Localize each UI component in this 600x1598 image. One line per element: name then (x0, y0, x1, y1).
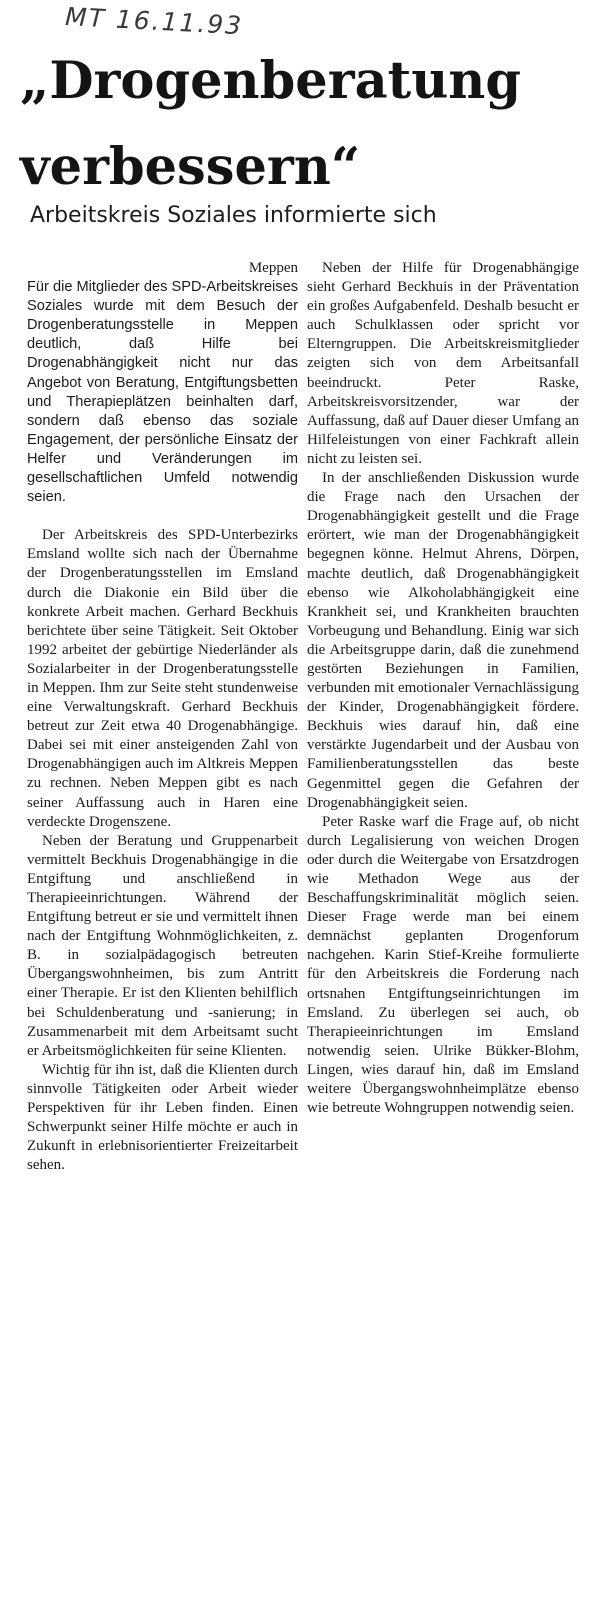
article-column-right (307, 259, 579, 1118)
headline (20, 38, 590, 210)
dateline: Meppen (248, 260, 298, 276)
headline-line-1: „Drogenberatung (20, 51, 522, 111)
lead-paragraph: Für die Mitglieder des SPD-Arbeitskreises Soziales wurde mit dem Besuch der Drogenberatungsstelle in Meppen deutlich, daß Hilfe bei Drogenabhängigkeit nicht nur das Angebot von Beratung, Entgiftungsbetten und Therapieplätzen beinhalten darf, sondern daß ebenso das soziale Engagement, der persönliche Einsatz der Helfer und Veränderungen im gesellschaftlichen Umfeld notwendig seien. (27, 279, 298, 506)
lead-paragraph-wrapper (27, 278, 298, 507)
handwritten-date-annotation: MT 16.11.93 (64, 2, 244, 41)
headline-line-2: verbessern“ (20, 137, 361, 197)
body-paragraph-3: Wichtig für ihn ist, daß die Klienten durch sinnvolle Tätigkeiten oder Arbeit wieder Perspektiven für ihr Leben finden. Einen Schwerpunkt seiner Hilfe möchte er auch in Zukunft in erlebnisorientierter Freizeitarbeit sehen. (27, 1061, 298, 1174)
body-paragraph-4: Neben der Hilfe für Drogenabhängige sieht Gerhard Beckhuis in der Präventation ein großes Aufgabenfeld. Deshalb besucht er auch Schulklassen oder spricht vor Elterngruppen. Die Arbeitskreismitglieder zeigten sich von dem Arbeitsanfall beeindruckt. Peter Raske, Arbeitskreisvorsitzender, war der Auffassung, daß auf Dauer dieser Umfang an Hilfeleistungen von einer Fachkraft allein nicht zu leisten sei. (307, 260, 579, 467)
body-paragraph-6: Peter Raske warf die Frage auf, ob nicht durch Legalisierung von weichen Drogen oder durch die Weitergabe von Ersatzdrogen wie Methadon Wege aus der Beschaffungskriminalität möglich seien. Dieser Frage werde man bei einem demnächst geplanten Drogenforum nachgehen. Karin Stief-Kreihe formulierte für den Arbeitskreis die Forderung nach ortsnahen Entgiftungseinrichtungen im Emsland. Zu überlegen sei auch, ob Therapieeinrichtungen im Emsland notwendig seien. Ulrike Bükker-Blohm, Lingen, wies darauf hin, daß im Emsland weitere Übergangswohnheimplätze ebenso wie betreute Wohngruppen notwendig seien. (307, 813, 579, 1117)
body-paragraph-1: Der Arbeitskreis des SPD-Unterbezirks Emsland wollte sich nach der Übernahme der Drogenberatungsstellen im Emsland durch die Diakonie ein Bild über die konkrete Arbeit machen. Gerhard Beckhuis berichtete über seine Tätigkeit. Seit Oktober 1992 arbeitet der gebürtige Niederländer als Sozialarbeiter in der Drogenberatungsstelle in Meppen. Ihm zur Seite steht stundenweise eine Verwaltungskraft. Gerhard Beckhuis betreut zur Zeit etwa 40 Drogenabhängige. Dabei sei mit einer ansteigenden Zahl von Drogenabhängigen auch im Altkreis Meppen zu rechnen. Neben Meppen gibt es nach seiner Auffassung auch in Haren eine verdeckte Drogenszene. (27, 527, 298, 830)
article-column-left (27, 259, 298, 1175)
subheadline: Arbeitskreis Soziales informierte sich (30, 203, 437, 228)
body-paragraph-2: Neben der Beratung und Gruppenarbeit vermittelt Beckhuis Drogenabhängige in die Entgiftung und anschließend in Therapieeinrichtungen. Während der Entgiftung betreut er sie und vermittelt ihnen nach der Entgiftung Wohnmöglichkeiten, z. B. in sozialpädagogisch betreuten Übergangswohnheimen, bis zum Antritt einer Therapie. Er ist den Klienten behilflich bei Schuldenberatung und -sanierung; in Zusammenarbeit mit dem Arbeitsamt sucht er Arbeitsmöglichkeiten für seine Klienten. (27, 832, 298, 1059)
body-paragraph-5: In der anschließenden Diskussion wurde die Frage nach den Ursachen der Drogenabhängigkeit gestellt und die Frage erörtert, wie man der Drogenabhängigkeit begegnen könne. Helmut Ahrens, Dörpen, machte deutlich, daß Drogenabhängigkeit ebenso wie Alkoholabhängigkeit eine Krankheit sei, und Krankheiten brauchten Vorbeugung und Behandlung. Einig war sich die Arbeitsgruppe darin, daß die zunehmend gestörten Beziehungen in Familien, verbunden mit emotionaler Vernachlässigung der Kinder, Drogenabhängigkeit fördere. Beckhuis wies darauf hin, daß eine verstärkte Jugendarbeit und der Ausbau von Familienberatungsstellen das beste Gegenmittel gegen die Gefahren der Drogenabhängigkeit seien. (307, 470, 579, 811)
